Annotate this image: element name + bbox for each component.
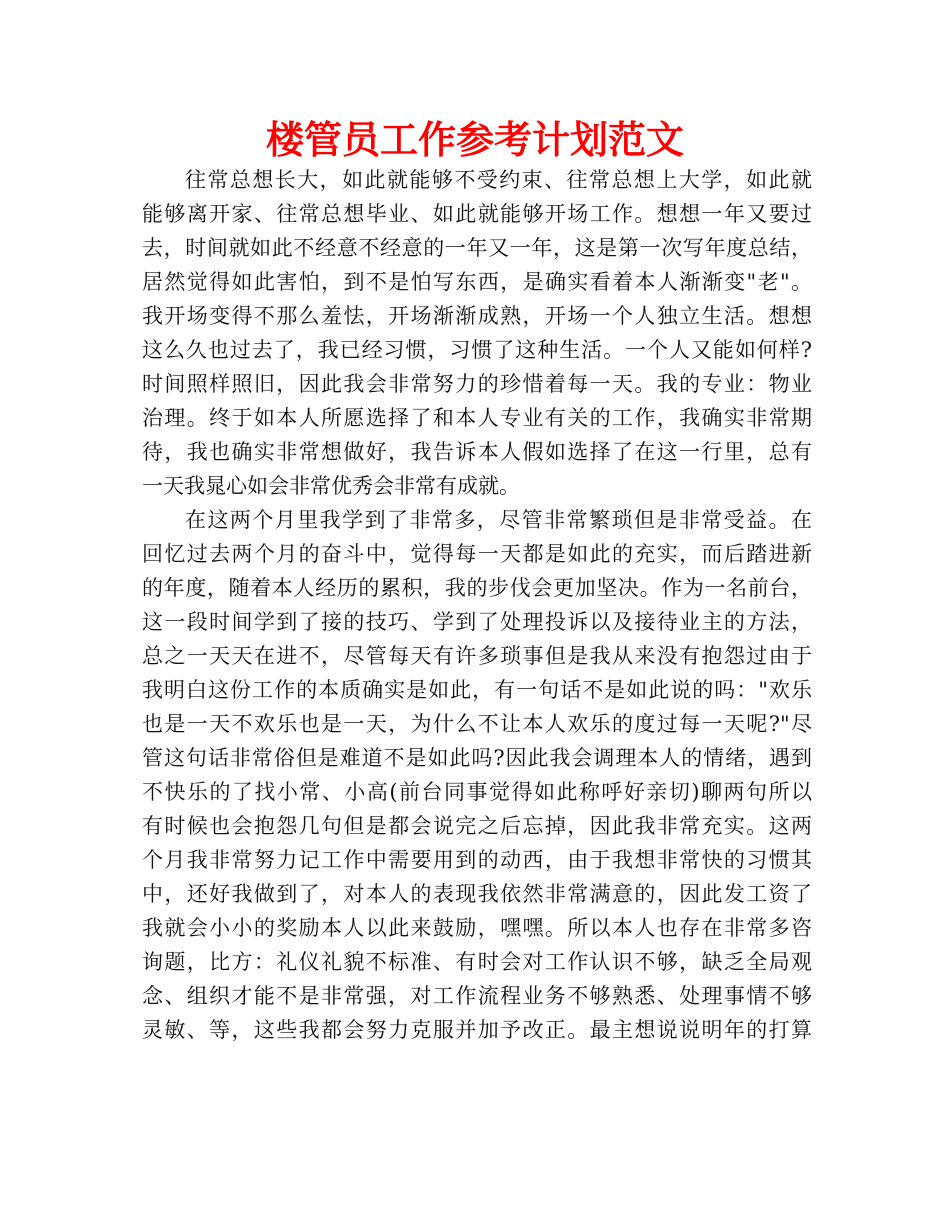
text-line: 我开场变得不那么羞怯，开场渐渐成熟，开场一个人独立生活。想想: [142, 304, 812, 328]
paragraph: [142, 503, 812, 1047]
text-line: 能够离开家、往常总想毕业、如此就能够开场工作。想想一年又要过: [142, 202, 812, 226]
paragraph: [142, 163, 812, 503]
text-line: 有时候也会抱怨几句但是都会说完之后忘掉，因此我非常充实。这两: [142, 814, 812, 838]
text-line: 一天我晁心如会非常优秀会非常有成就。: [142, 474, 520, 498]
text-line: 我就会小小的奖励本人以此来鼓励，嘿嘿。所以本人也存在非常多咨: [142, 916, 812, 940]
text-line: 个月我非常努力记工作中需要用到的动西，由于我想非常快的习惯其: [142, 848, 812, 872]
text-line: 这么久也过去了，我已经习惯，习惯了这种生活。一个人又能如何样?: [142, 338, 812, 362]
text-line: 不快乐的了找小常、小高(前台同事觉得如此称呼好亲切)聊两句所以: [142, 780, 812, 804]
document-body: [142, 163, 812, 1047]
text-line: 管这句话非常俗但是难道不是如此吗?因此我会调理本人的情绪，遇到: [142, 746, 812, 770]
text-line: 中，还好我做到了，对本人的表现我依然非常满意的，因此发工资了: [142, 882, 812, 906]
text-line: 询题，比方：礼仪礼貌不标准、有时会对工作认识不够，缺乏全局观: [142, 950, 812, 974]
text-line: 回忆过去两个月的奋斗中，觉得每一天都是如此的充实，而后踏进新: [142, 542, 812, 566]
text-line: 时间照样照旧，因此我会非常努力的珍惜着每一天。我的专业：物业: [142, 372, 812, 396]
text-line: 灵敏、等，这些我都会努力克服并加予改正。最主想说说明年的打算: [142, 1018, 812, 1042]
document-title: 楼管员工作参考计划范文: [265, 118, 684, 162]
text-line: 居然觉得如此害怕，到不是怕写东西，是确实看着本人渐渐变"老"。: [142, 270, 812, 294]
text-line: 治理。终于如本人所愿选择了和本人专业有关的工作，我确实非常期: [142, 406, 812, 430]
text-line: 我明白这份工作的本质确实是如此，有一句话不是如此说的吗："欢乐: [142, 678, 812, 702]
text-line: 待，我也确实非常想做好，我告诉本人假如选择了在这一行里，总有: [142, 440, 812, 464]
text-line: 总之一天天在进不，尽管每天有许多琐事但是我从来没有抱怨过由于: [142, 644, 812, 668]
text-line: 往常总想长大，如此就能够不受约束、往常总想上大学，如此就: [185, 168, 812, 192]
text-line: 也是一天不欢乐也是一天，为什么不让本人欢乐的度过每一天呢?"尽: [142, 712, 812, 736]
text-line: 在这两个月里我学到了非常多，尽管非常繁琐但是非常受益。在: [185, 508, 812, 532]
text-line: 这一段时间学到了接的技巧、学到了处理投诉以及接待业主的方法，: [142, 610, 812, 634]
text-line: 念、组织才能不是非常强，对工作流程业务不够熟悉、处理事情不够: [142, 984, 812, 1008]
text-line: 去，时间就如此不经意不经意的一年又一年，这是第一次写年度总结，: [142, 236, 812, 260]
text-line: 的年度，随着本人经历的累积，我的步伐会更加坚决。作为一名前台，: [142, 576, 812, 600]
